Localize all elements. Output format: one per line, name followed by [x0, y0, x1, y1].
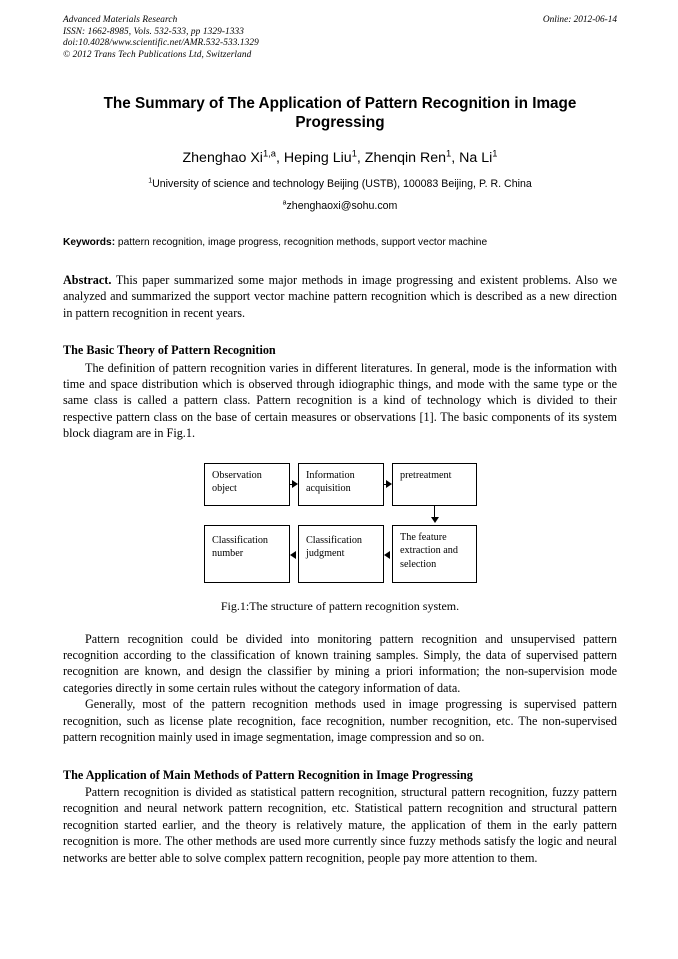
- diagram-box-line: Classification: [212, 534, 269, 546]
- diagram-box-line: pretreatment: [400, 469, 452, 481]
- diagram-box-line: acquisition: [306, 483, 351, 495]
- pattern-recognition-block-diagram: [195, 457, 485, 584]
- spacer: [63, 614, 617, 630]
- article-title: The Summary of The Application of Pattern Recognition in Image Progressing: [103, 95, 577, 131]
- arrow-head-left-icon: [290, 551, 296, 559]
- diagram-box-line: selection: [400, 558, 437, 570]
- abstract-text: This paper summarized some major methods in image progressing and existent problems. Also we analyzed and summarized the support vector machine pattern recognition which is described as a new direction in pattern recognition in recent years.: [63, 273, 617, 320]
- page-content-column: [63, 0, 617, 866]
- diagram-box-line: The feature: [400, 531, 447, 543]
- diagram-box-classification-judgment: [298, 525, 384, 583]
- arrow-head-left-icon: [384, 551, 390, 559]
- paragraph-methods-usage: Generally, most of the pattern recognition methods used in image progressing is supervised pattern recognition, such as license plate recognition, face recognition, number recognition, etc. The non-supervised pattern recognition mainly used in image segmentation, image compression and so on.: [63, 697, 617, 745]
- corresponding-email: $^a$zhenghaoxi@sohu.com: [282, 199, 398, 212]
- keywords-label: Keywords:: [63, 237, 116, 248]
- journal-header: [63, 0, 617, 73]
- paragraph-definition: The definition of pattern recognition varies in different literatures. In general, mode is the information with time and space distribution which is observed through idiographic things, and mode with the same type or the same class is called a pattern class. Pattern recognition is a kind of technology which is divided to their respective pattern class on the base of certain measures or observations [1]. The basic components of its system block diagram are in Fig.1.: [63, 360, 617, 441]
- diagram-box-line: Observation: [212, 469, 262, 481]
- diagram-box-information-acquisition: [298, 463, 384, 506]
- diagram-box-line: Information: [306, 469, 355, 481]
- diagram-box-line: extraction and: [400, 545, 458, 557]
- section-heading-basic-theory: The Basic Theory of Pattern Recognition: [63, 343, 276, 358]
- diagram-box-line: number: [212, 548, 244, 560]
- arrow-head-right-icon: [292, 480, 298, 488]
- author-list: Zhenghao Xi$^{1,a}$, Heping Liu$^1$, Zhenqin Ren$^1$, Na Li$^1$: [182, 148, 498, 166]
- diagram-box-classification-number: [204, 525, 290, 583]
- arrow-head-right-icon: [386, 480, 392, 488]
- paragraph-supervised-unsupervised: Pattern recognition could be divided into monitoring pattern recognition and unsupervised pattern recognition according to the classification of known training samples. Simply, the data of supervised pattern recognition are known, and design the classifier by mining a priori information; the non-supervision mode categories directly in some certain rules without the category information of data.: [63, 631, 617, 695]
- diagram-box-observation-object: [204, 463, 290, 506]
- diagram-box-pretreatment: [392, 463, 477, 506]
- journal-copyright-line: © 2012 Trans Tech Publications Ltd, Switzerland: [63, 49, 252, 60]
- affiliation-line: $^1$University of science and technology Beijing (USTB), 100083 Beijing, P. R. China: [148, 177, 532, 190]
- figure-1-wrapper: [63, 457, 617, 584]
- journal-header-left-block: [63, 15, 617, 61]
- figure-1-caption: Fig.1:The structure of pattern recognition system.: [220, 598, 460, 613]
- arrow-head-down-icon: [431, 517, 439, 523]
- diagram-box-line: object: [212, 483, 237, 495]
- journal-online-date: Online: 2012-06-14: [542, 15, 617, 25]
- journal-name: Advanced Materials Research: [63, 15, 178, 25]
- abstract-block: [63, 272, 617, 321]
- section-heading-main-methods: The Application of Main Methods of Pattern Recognition in Image Progressing: [63, 767, 473, 782]
- paragraph-pattern-recognition-divisions: Pattern recognition is divided as statistical pattern recognition, structural pattern recognition, fuzzy pattern recognition and neural network pattern recognition, etc. Statistical pattern recognition and structural pattern recognition started earlier, and the theory is relatively mature, the application of them in the early pattern recognition is more. The other methods are used more currently since fuzzy methods satisfy the logic and neural networks are better able to solve complex pattern recognition, people pay more attention to them.: [63, 784, 617, 865]
- diagram-box-line: judgment: [306, 548, 345, 560]
- keywords-value: pattern recognition, image progress, recognition methods, support vector machine: [115, 237, 488, 248]
- keywords-line: [63, 236, 617, 250]
- diagram-box-feature-extraction: [392, 525, 477, 583]
- abstract-label: Abstract.: [63, 273, 112, 287]
- journal-doi-line: doi:10.4028/www.scientific.net/AMR.532-533.1329: [63, 38, 259, 49]
- journal-issn-line: ISSN: 1662-8985, Vols. 532-533, pp 1329-1333: [63, 26, 245, 37]
- diagram-box-line: Classification: [306, 534, 363, 546]
